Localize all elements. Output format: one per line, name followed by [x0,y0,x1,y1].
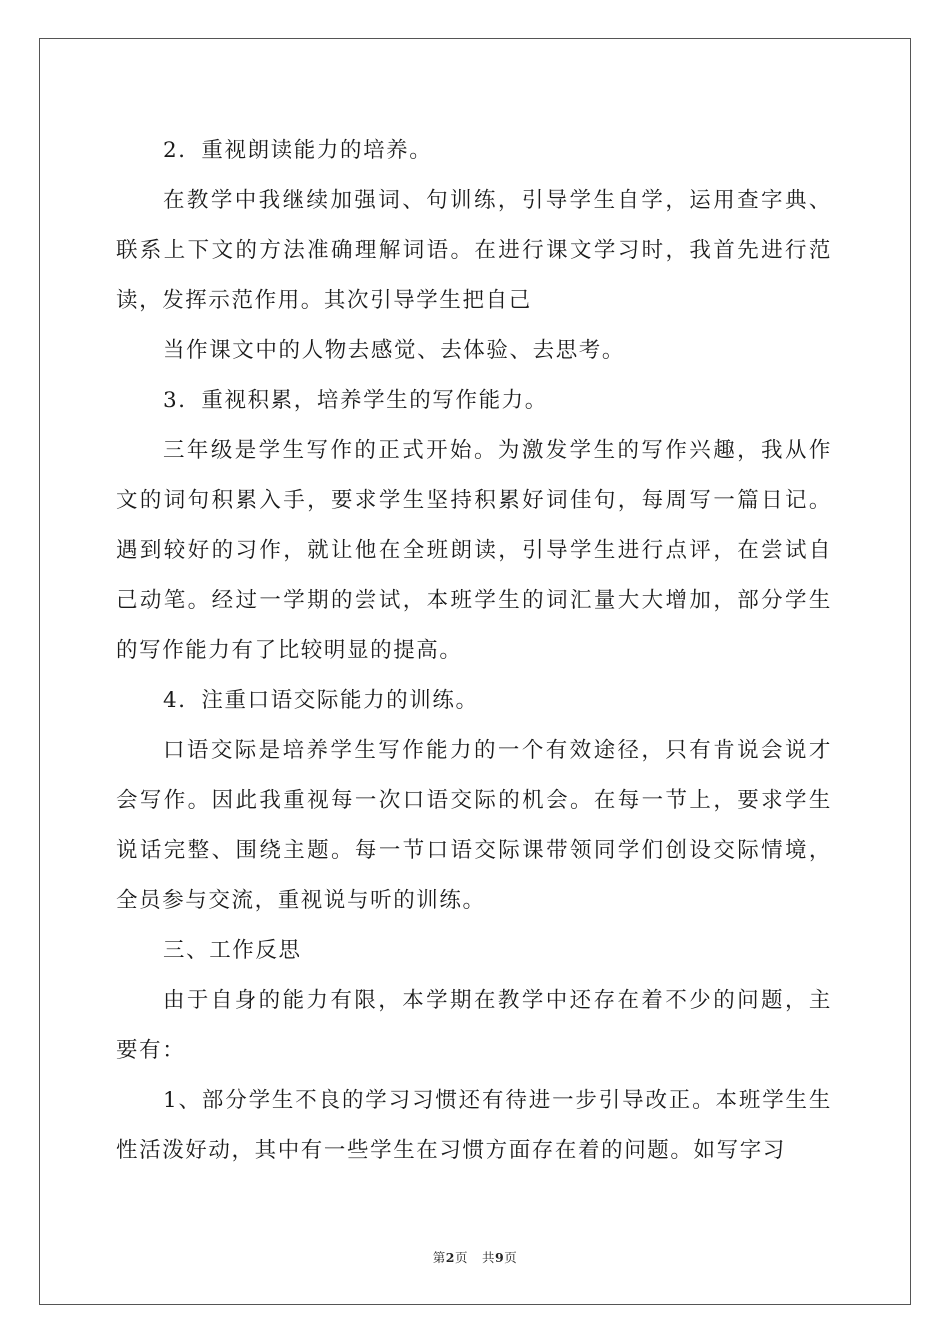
total-pages-label [482,1250,517,1265]
page-footer [0,1248,950,1266]
heading-oral-communication: 4．注重口语交际能力的训练。 [163,688,479,713]
total-prefix: 共 [482,1250,496,1265]
current-page-number: 2 [445,1250,455,1265]
page-prefix: 第 [432,1250,446,1265]
page-number-label [433,1250,468,1265]
document-body [116,126,832,1176]
paragraph-problems-intro: 由于自身的能力有限，本学期在教学中还存在着不少的问题，主要有： [116,988,832,1063]
page-unit: 页 [454,1250,468,1265]
heading-reading-ability: 2．重视朗读能力的培养。 [163,138,433,163]
paragraph-reading-training: 在教学中我继续加强词、句训练，引导学生自学，运用查字典、联系上下文的方法准确理解词语。在进行课文学习时，我首先进行范读，发挥示范作用。其次引导学生把自己 [116,188,832,313]
paragraph-study-habits: 1、部分学生不良的学习习惯还有待进一步引导改正。本班学生生性活泼好动，其中有一些学生在习惯方面存在着的问题。如写字习 [116,1088,832,1163]
paragraph-role-play: 当作课文中的人物去感觉、去体验、去思考。 [163,338,626,363]
paragraph-oral-communication: 口语交际是培养学生写作能力的一个有效途径，只有肯说会说才会写作。因此我重视每一次口语交际的机会。在每一节上，要求学生说话完整、围绕主题。每一节口语交际课带领同学们创设交际情境，全员参与交流，重视说与听的训练。 [116,738,832,913]
total-unit: 页 [504,1250,518,1265]
heading-writing-ability: 3．重视积累，培养学生的写作能力。 [163,388,548,413]
paragraph-writing-training: 三年级是学生写作的正式开始。为激发学生的写作兴趣，我从作文的词句积累入手，要求学生坚持积累好词佳句，每周写一篇日记。遇到较好的习作，就让他在全班朗读，引导学生进行点评，在尝试自己动笔。经过一学期的尝试，本班学生的词汇量大大增加，部分学生的写作能力有了比较明显的提高。 [116,438,832,663]
total-page-number: 9 [495,1250,505,1265]
section-heading-reflection: 三、工作反思 [163,938,302,963]
